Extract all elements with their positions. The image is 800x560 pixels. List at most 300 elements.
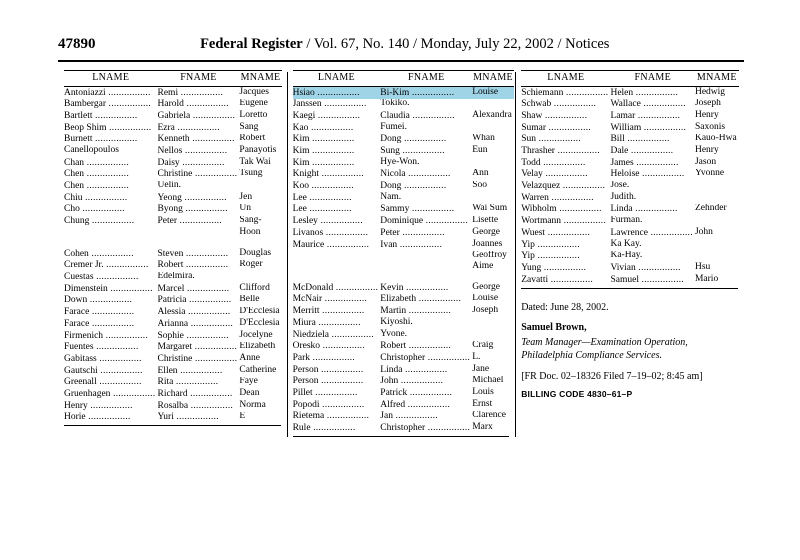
cell-mname: Louise [472,87,514,99]
table-row [293,411,514,423]
cell-lname: Cuestas ................ [64,271,139,283]
cell-lname: Dimenstein ................ [64,283,153,294]
cell-mname: Loretto [239,110,268,120]
cell-lname: Velazquez ................ [521,180,606,192]
cell-fname: Christopher ................ [380,352,471,363]
cell-lname: Warren ................ [521,192,594,203]
table-row [293,352,514,364]
column-header-lname: LNAME [521,71,610,87]
cell-lname: Beop Shim ................ [64,122,152,133]
cell-fname: Jose. [610,180,630,191]
names-body-1 [64,87,282,424]
signer-title-line-2: Philadelphia Compliance Services. [521,350,662,362]
cell-lname: Sumar ................ [521,122,592,133]
cell-mname: Zehnder [694,203,727,214]
cell-fname: Gabriela ................ [157,110,236,121]
names-table-2 [293,70,514,434]
column-header-mname: MNAME [472,71,514,87]
cell-lname: Canellopoulos [64,145,119,156]
table-row [293,110,514,122]
cell-lname: Livanos ................ [292,227,369,238]
table-row [293,376,514,388]
table-row [64,260,282,272]
cell-fname: Fumei. [380,122,407,132]
cell-fname: Christopher ................ [380,422,471,434]
column-header-fname: FNAME [610,71,695,87]
cell-mname: Ernst [472,399,493,409]
cell-fname: Daisy ................ [157,157,225,168]
cell-fname: Lawrence ................ [610,227,693,238]
table-row [521,87,738,99]
cell-fname: Bi-Kim ................ [380,87,472,99]
cell-lname [64,227,158,238]
cell-fname: Furman. [610,215,643,226]
cell-lname: Antoniazzi ................ [64,86,151,98]
cell-mname: Elizabeth [239,341,276,352]
cell-mname: E [239,411,246,422]
cell-mname: Robert [239,133,266,144]
cell-lname: Firmenich ................ [64,329,149,341]
cell-lname: Fuentes ................ [64,341,139,353]
names-body-3 [521,87,738,286]
cell-lname: Chen ................ [64,168,130,180]
cell-fname [380,261,472,272]
table-row [64,283,282,295]
cell-fname: Dominique ................ [380,215,469,227]
cell-lname: Person ................ [292,364,364,375]
cell-fname: Rosalba ................ [157,400,234,411]
cell-lname: Todd ................ [521,157,586,168]
cell-lname: Person ................ [292,375,364,387]
table-row [521,239,738,251]
cell-mname: Clifford [239,283,270,293]
cell-lname: Koo ................ [292,180,355,192]
names-table-3 [521,70,738,286]
cell-fname: Yeong ................ [157,192,227,203]
table-row [521,181,738,193]
column-1 [58,70,287,437]
table-row [64,169,282,181]
table-row [293,87,514,99]
cell-fname: Ka Kay. [610,238,642,249]
table-row [521,274,738,286]
cell-fname: Richard ................ [157,388,233,399]
cell-mname [472,99,514,111]
cell-fname: Samuel ................ [610,274,685,285]
table-row [293,227,514,239]
cell-lname: Bartlett ................ [64,110,138,121]
cell-fname: Dale ................ [610,145,674,157]
cell-fname: Christine ................ [157,353,238,364]
cell-lname: Schwab ................ [521,98,597,110]
cell-lname: Chan ................ [64,157,130,168]
table-row [64,272,282,284]
cell-lname: Horie ................ [64,411,131,423]
cell-mname: Anne [239,353,260,363]
dated-line: Dated: June 28, 2002. [521,301,609,313]
table-row [64,227,282,238]
cell-fname: Ivan ................ [380,238,443,250]
cell-lname: Zavatti ................ [521,274,594,285]
cell-lname: Gautschi ................ [64,365,143,376]
cell-mname: Geoffroy [472,250,507,261]
cell-mname [239,272,281,284]
table-row [521,262,738,274]
cell-mname: Eugene [239,98,268,109]
notice-signature-block [521,301,738,401]
cell-mname: Yvonne [694,168,725,179]
cell-lname: Bambergar ................ [64,98,152,110]
cell-fname: James ................ [610,157,679,168]
cell-mname: Un [239,203,252,214]
cell-mname: Louise [472,293,499,304]
cell-mname [695,251,739,263]
cell-lname: Greenall ................ [64,376,142,388]
cell-mname: Tsung [239,168,263,179]
cell-mname: Marx [472,422,493,433]
names-table-1 [64,70,282,423]
cell-lname: Maurice ................ [292,238,370,250]
table-row [64,134,282,146]
cell-mname [472,192,514,204]
table-row [293,145,514,157]
table-row [293,294,514,306]
cell-lname: Kaegi ................ [292,110,361,121]
cell-lname: Yip ................ [521,250,580,262]
table-row [521,204,738,216]
cell-lname: Wibholm ................ [521,203,602,215]
page-number: 47890 [58,36,96,52]
table-row [64,87,282,99]
cell-fname: Nellos ................ [157,145,228,157]
table-row [64,157,282,169]
cell-mname: Panayotis [239,145,277,156]
fr-doc-line: [FR Doc. 02–18326 Filed 7–19–02; 8:45 am] [521,370,703,382]
cell-lname: Chiu ................ [64,192,128,203]
publication-name: Federal Register [200,36,303,52]
column-header-fname: FNAME [380,71,472,87]
table-row [521,227,738,239]
cell-fname: Linda ................ [380,364,448,375]
table-row [293,422,514,434]
table-row [521,122,738,134]
cell-fname: Peter ................ [157,215,223,227]
cell-mname: Jacques [239,86,269,97]
table-row [293,99,514,111]
table-row [521,145,738,157]
cell-mname [695,192,739,204]
cell-lname: Sun ................ [521,133,582,145]
table-row [293,169,514,181]
cell-fname: Ezra ................ [157,122,220,133]
table-row [293,317,514,329]
cell-mname: Sang [239,122,259,132]
cell-fname: Kevin ................ [380,282,449,293]
cell-mname: Tak Wai [239,157,271,167]
table-row [521,192,738,204]
column-1-bottom-rule [64,425,281,426]
cell-mname [695,181,739,193]
cell-lname: Shaw ................ [521,110,588,121]
cell-lname: Rietema ................ [292,410,370,422]
cell-fname: Heloise ................ [610,168,685,180]
cell-lname: Lesley ................ [292,215,363,227]
cell-mname: Hsu [694,262,711,272]
table-row [64,365,282,377]
table-row [64,412,282,424]
cell-fname: Sammy ................ [380,203,455,215]
cell-fname: Robert ................ [380,340,452,352]
table-row [293,239,514,251]
cell-mname: Joseph [472,305,499,316]
cell-mname: Catherine [239,365,277,375]
cell-mname: D'Ecclesia [239,306,280,317]
table-row [64,204,282,216]
cell-lname: Cho ................ [64,203,125,215]
table-row [64,216,282,228]
cell-lname: Velay ................ [521,168,588,180]
cell-mname: Wai Sum [472,203,508,214]
cell-fname: Byong ................ [157,203,228,215]
cell-mname: Dean [239,388,260,398]
table-row [64,342,282,354]
cell-mname: Hoon [239,227,261,237]
cell-mname: Joannes [472,238,503,249]
page-header [58,36,744,53]
cell-mname: Henry [694,110,719,120]
cell-fname: Linda ................ [610,203,678,215]
table-row [64,110,282,122]
table-row [521,169,738,181]
table-row [293,341,514,353]
cell-mname: Henry [694,145,719,156]
cell-mname [472,157,514,169]
cell-lname: Farace ................ [64,306,135,318]
cell-mname: Roger [239,259,263,270]
cell-lname: Wortmann ................ [521,215,607,227]
cell-fname: Edelmira. [157,271,195,282]
cell-mname [695,239,739,251]
cell-lname: Cohen ................ [64,248,134,259]
cell-lname: Kao ................ [292,122,354,133]
cell-fname: Lamar ................ [610,110,681,121]
table-row [293,157,514,169]
column-3 [515,70,744,437]
cell-fname [380,251,472,262]
cell-fname: Steven ................ [157,248,229,259]
cell-mname: John [694,227,713,237]
cell-fname: Patrick ................ [380,387,453,398]
cell-fname: Sung ................ [380,145,445,157]
cell-lname: Down ................ [64,294,133,306]
cell-mname [472,329,514,341]
cell-fname: Helen ................ [610,86,679,98]
cell-mname: Ann [472,168,489,179]
cell-lname: Knight ................ [292,168,365,180]
table-row [521,216,738,228]
signer-name: Samuel Brown, [521,322,587,334]
cell-mname: Louis [472,387,494,397]
cell-lname: Gruenhagen ................ [64,388,156,399]
cell-fname: Claudia ................ [380,110,455,121]
table-row [293,387,514,399]
cell-mname [472,122,514,134]
table-spacer-row [64,238,282,248]
cell-lname: Popodi ................ [292,399,365,410]
cell-mname: Aime [472,261,494,271]
table-row [64,353,282,365]
cell-fname: Yuri ................ [157,411,219,423]
cell-fname: Robert ................ [157,259,229,271]
header-rule [58,60,744,62]
cell-fname: Peter ................ [380,227,445,238]
table-header-row [293,71,514,87]
cell-lname: Gabitass ................ [64,353,142,364]
cell-fname: John ................ [380,375,444,387]
cell-fname: Yvone. [380,328,408,339]
cell-mname: Jocelyne [239,329,273,340]
column-3-bottom-rule [521,288,738,289]
table-row [64,122,282,134]
cell-mname: Craig [472,340,494,351]
cell-mname: Jen [239,192,253,202]
cell-fname: Ka-Hay. [610,250,643,261]
cell-mname: D'Ecclesia [239,318,280,328]
cell-lname [293,251,381,262]
cell-fname: William ................ [610,122,687,133]
cell-fname: Christine ................ [157,168,238,180]
cell-mname: Jason [694,157,717,167]
table-row [293,134,514,146]
names-body-2 [293,87,514,435]
table-row [293,251,514,262]
table-row [64,388,282,400]
cell-fname: Judith. [610,192,637,202]
table-row [64,400,282,412]
cell-fname: Tokiko. [380,98,410,109]
cell-mname: Saxonis [694,122,726,132]
table-row [293,364,514,376]
cell-mname [239,181,281,193]
cell-lname: McDonald ................ [292,282,379,293]
cell-fname: Rita ................ [157,376,219,388]
table-header-row [64,71,282,87]
cell-fname: Bill ................ [610,133,670,145]
cell-fname: Kenneth ................ [157,133,235,145]
cell-mname: Soo [472,180,488,191]
cell-fname: Uelin. [157,180,181,191]
cell-fname: Vivian ................ [610,262,681,273]
cell-fname: Jan ................ [380,410,439,422]
cell-fname: Alessia ................ [157,306,231,318]
table-row [64,307,282,319]
cell-lname: Lee ................ [292,192,352,203]
cell-lname: Hsiao ................ [293,87,381,99]
cell-mname: Joseph [694,98,721,109]
table-row [64,181,282,193]
cell-mname: Alexandra [472,110,512,120]
cell-lname: Henry ................ [64,400,133,411]
cell-mname: Mario [694,274,719,284]
table-spacer-row [293,272,514,282]
cell-mname [695,216,739,228]
table-row [64,377,282,389]
cell-mname: Belle [239,294,260,305]
cell-lname: Kim ................ [292,145,355,157]
column-header-lname: LNAME [293,71,381,87]
cell-mname: Lisette [472,215,499,226]
table-row [64,330,282,342]
cell-mname: Michael [472,375,504,386]
cell-lname: Yung ................ [521,262,587,273]
cell-lname: Farace ................ [64,318,135,329]
table-row [64,192,282,204]
cell-lname: Thrasher ................ [521,145,601,157]
column-header-mname: MNAME [695,71,739,87]
table-row [293,181,514,193]
table-row [293,122,514,134]
table-header-row [521,71,738,87]
cell-lname: Lee ................ [292,203,352,215]
cell-fname: Arianna ................ [157,318,234,329]
cell-mname: Kauo-Hwa [694,133,737,144]
table-row [293,399,514,411]
table-row [293,204,514,216]
cell-fname: Harold ................ [157,98,229,110]
cell-mname [472,317,514,329]
cell-lname: Chung ................ [64,215,135,227]
cell-mname: Clarence [472,410,506,421]
cell-mname: Faye [239,376,258,387]
cell-mname: George [472,227,501,237]
cell-lname: Schiemann ................ [521,86,609,98]
cell-mname: Norma [239,400,266,410]
cell-fname: Martin ................ [380,305,452,317]
billing-code: BILLING CODE 4830–61–P [521,389,633,400]
cell-mname: George [472,282,501,292]
cell-lname: Kim ................ [292,157,355,168]
cell-fname: Dong ................ [380,180,447,192]
cell-mname: Sang- [239,215,262,226]
cell-fname: Patricia ................ [157,294,232,306]
table-row [293,329,514,341]
table-row [64,248,282,260]
table-row [64,318,282,330]
cell-mname: Whan [472,133,495,144]
cell-lname: Wuest ................ [521,227,591,238]
cell-mname: Eun [472,145,488,156]
table-row [64,295,282,307]
cell-lname: Miura ................ [292,317,361,328]
table-row [293,216,514,228]
cell-fname: Margaret ................ [157,341,238,353]
table-row [293,282,514,294]
cell-fname: Remi ................ [157,86,224,98]
cell-fname: Sophie ................ [157,329,229,341]
cell-lname: Rule ................ [292,422,356,434]
cell-lname: Merritt ................ [292,305,365,317]
cell-mname: Jane [472,364,490,374]
cell-lname: Park ................ [292,352,356,363]
cell-mname: Hedwig [694,86,726,97]
cell-lname [293,261,381,272]
cell-fname: Elizabeth ................ [380,293,462,305]
column-header-lname: LNAME [64,71,158,87]
cell-mname: Douglas [239,248,272,258]
cell-fname: Hye-Won. [380,157,420,167]
table-row [293,261,514,272]
table-row [521,157,738,169]
